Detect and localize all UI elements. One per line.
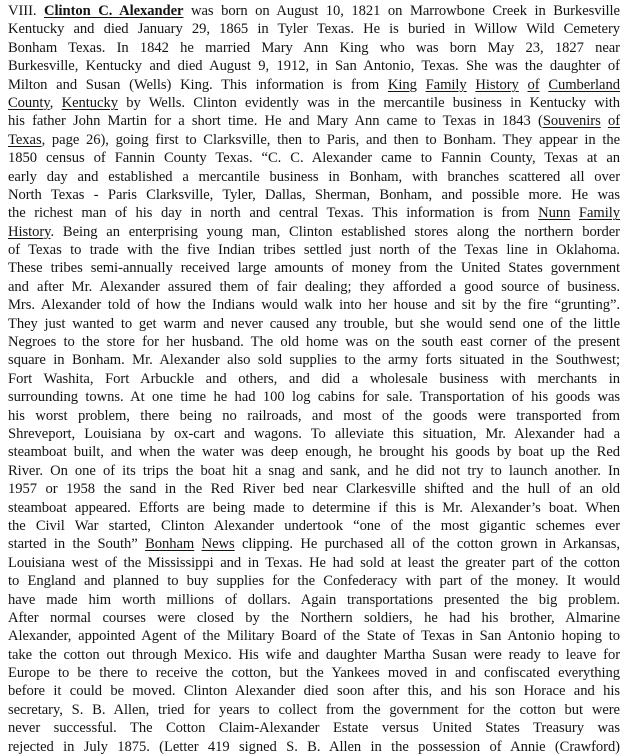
source-title: King — [387, 76, 417, 93]
text-line — [8, 535, 620, 553]
text-line — [8, 591, 620, 609]
text-run: They just wanted to get warm and never caused any trouble, but she would send one of the little — [8, 315, 620, 332]
text-run: square in Bonham. Mr. Alexander also sold supplies to the army forts situated in the Southwest; — [8, 352, 620, 369]
text-run: his worst problem, there being no railroads, and most of the goods were transported from — [8, 407, 620, 424]
text-run: started in the South” — [8, 536, 146, 553]
text-run: Mrs. Alexander told of how the Indians would walk into her house and sit by the fire “grunting”. — [8, 297, 620, 314]
text-run — [194, 536, 201, 552]
text-line — [8, 443, 620, 461]
source-title: Bonham — [145, 536, 195, 553]
text-line — [8, 701, 620, 719]
text-run: steamboat built, and when the water was deep enough, he brought his goods by boat up the Red — [8, 444, 620, 461]
text-line — [8, 20, 620, 38]
text-run: VIII. — [8, 3, 45, 19]
text-run: by Wells. Clinton evidently was in the mercantile business in Kentucky with — [117, 94, 620, 111]
text-run: 1850 census of Fannin County Texas. “C. C. Alexander came to Fannin County, Texas at an — [8, 150, 620, 167]
text-line — [8, 315, 620, 333]
text-line — [8, 682, 620, 700]
text-run: of Texas to trade with the five Indian tribes settled just north of the Texas line in Oklahoma. — [8, 242, 620, 259]
text-line — [8, 241, 620, 259]
text-line — [8, 149, 620, 167]
source-title: History — [475, 76, 519, 93]
text-run: North Texas - Paris Clarksville, Tyler, Dallas, Sherman, Bonham, and possible more. He was — [8, 186, 620, 203]
text-run: his father John Martin for a short time. He and Mary Ann came to Texas in 1843 ( — [8, 113, 543, 130]
text-run: Milton and Susan (Wells) King. This information is from — [8, 76, 388, 93]
text-line — [8, 76, 620, 94]
text-run — [519, 77, 528, 93]
text-run: steamboat appeared. Efforts are being made to determine if this is Mr. Alexander’s boat. When — [8, 499, 620, 516]
text-run: and after Mr. Alexander assured them of fair dealing; they afforded a good source of business. — [8, 278, 620, 295]
text-line — [8, 296, 620, 314]
source-title: Souvenirs — [542, 113, 601, 130]
text-run: Kentucky and died January 29, 1865 in Tyler Texas. He is buried in Willow Wild Cemetery — [8, 21, 620, 38]
text-line — [8, 278, 620, 296]
text-run: rejected in July 1875. (Letter 419 signed S. B. Allen in the possession of Annie (Crawford) — [8, 738, 620, 755]
text-line — [8, 259, 620, 277]
text-run — [601, 113, 608, 129]
text-line — [8, 223, 620, 241]
source-title: of — [607, 113, 621, 130]
text-run: River. On one of its trips the boat hit a snag and sank, and he did not try to launch another. In — [8, 462, 620, 479]
text-run: never successful. The Cotton Claim-Alexander Estate versus United States Treasury was — [8, 720, 620, 737]
text-run: These tribes semi-annually received large amounts of money from the United States government — [8, 260, 620, 277]
text-line — [8, 39, 620, 57]
source-title: News — [201, 536, 235, 553]
text-line — [8, 2, 620, 20]
text-run: , page 26), going first to Clarksville, then to Paris, and then to Bonham. They appear in the — [41, 131, 620, 148]
text-run: the richest man of his day in north and central Texas. This information is from — [8, 205, 539, 222]
text-run: the Civil War started, Clinton Alexander undertook “one of the most gigantic schemes ever — [8, 517, 620, 534]
text-run: Alexander, appointed Agent of the Military Board of the State of Texas in San Antonio hoping to — [8, 628, 620, 645]
text-line — [8, 609, 620, 627]
document-page — [8, 2, 620, 756]
text-line — [8, 499, 620, 517]
source-title: of — [527, 76, 540, 93]
text-run: Louisiana west of the Mississippi and in Texas. He had sold at least the greater part of the cotton — [8, 554, 620, 571]
text-run: before it could be moved. Clinton Alexander died soon after this, and his son Horace and his — [8, 683, 620, 700]
source-title: Family — [425, 76, 467, 93]
text-line — [8, 186, 620, 204]
text-line — [8, 719, 620, 737]
source-title: Family — [578, 205, 620, 222]
text-line — [8, 57, 620, 75]
text-line — [8, 94, 620, 112]
source-title: History — [8, 223, 51, 240]
text-line — [8, 572, 620, 590]
text-line — [8, 407, 620, 425]
text-line — [8, 425, 620, 443]
text-run: . Being an enterprising young man, Clinton established stores along the northern border — [50, 223, 620, 240]
text-run: Bonham Texas. In 1842 he married Mary Ann King who was born May 23, 1827 near — [8, 39, 620, 56]
text-line — [8, 738, 620, 756]
text-line — [8, 554, 620, 572]
text-run: to England and planned to buy supplies for the Confederacy with part of the money. It would — [8, 573, 620, 590]
text-line — [8, 517, 620, 535]
text-run: was born on August 10, 1821 on Marrowbone Creek in Burkesville — [183, 3, 620, 19]
text-run — [417, 77, 426, 93]
text-line — [8, 204, 620, 222]
text-line — [8, 131, 620, 149]
text-run: clipping. He purchased all of the cotton grown in Arkansas, — [234, 536, 620, 553]
source-title: Kentucky — [61, 94, 118, 111]
text-run: , — [49, 94, 62, 111]
text-run: early day and established a mercantile business in Bonham, with branches scattered all over — [8, 168, 620, 185]
text-run: Burkesville, Kentucky and died August 9, 1912, in San Antonio, Texas. She was the daughter of — [8, 58, 620, 75]
source-title: Texas — [8, 131, 42, 148]
text-line — [8, 333, 620, 351]
text-run — [570, 205, 579, 221]
source-title: Cumberland — [548, 76, 620, 93]
text-line — [8, 351, 620, 369]
text-run: surrounding towns. At one time he had 100 log cabins for sale. Transportation of his goods was — [8, 389, 620, 406]
text-run — [540, 77, 549, 93]
source-title: County — [8, 94, 50, 111]
text-run: Negroes to the store for her husband. The old home was on the south east corner of the present — [8, 334, 620, 351]
text-line — [8, 480, 620, 498]
text-line — [8, 388, 620, 406]
text-line — [8, 112, 620, 130]
text-run: take the cotton out through Mexico. His wife and daughter Martha Susan were ready to leave for — [8, 646, 620, 663]
text-line — [8, 627, 620, 645]
text-line — [8, 168, 620, 186]
text-run: Fort Washita, Fort Arbuckle and others, and did a wholesale business with merchants in — [8, 370, 620, 387]
person-name: Clinton C. Alexander — [44, 3, 184, 19]
text-run: 1957 or 1958 the sand in the Red River bed near Clarkesville shifted and the hull of an old — [8, 481, 620, 498]
text-line — [8, 370, 620, 388]
text-run: After normal courses were closed by the Northern soldiers, he had his brother, Almarine — [8, 609, 620, 626]
text-run: secretary, S. B. Allen, tried for years to collect from the government for the cotton but were — [8, 701, 620, 718]
source-title: Nunn — [538, 205, 571, 222]
text-run: Shreveport, Louisiana by ox-cart and wagons. To alleviate this situation, Mr. Alexander had a — [8, 425, 620, 442]
text-line — [8, 664, 620, 682]
text-run: have made him worth millions of dollars. Again transportations presented the big problem. — [8, 591, 620, 608]
text-line — [8, 462, 620, 480]
text-run: Europe to be there to receive the cotton, but the Yankees moved in and confiscated everything — [8, 665, 620, 682]
text-line — [8, 646, 620, 664]
